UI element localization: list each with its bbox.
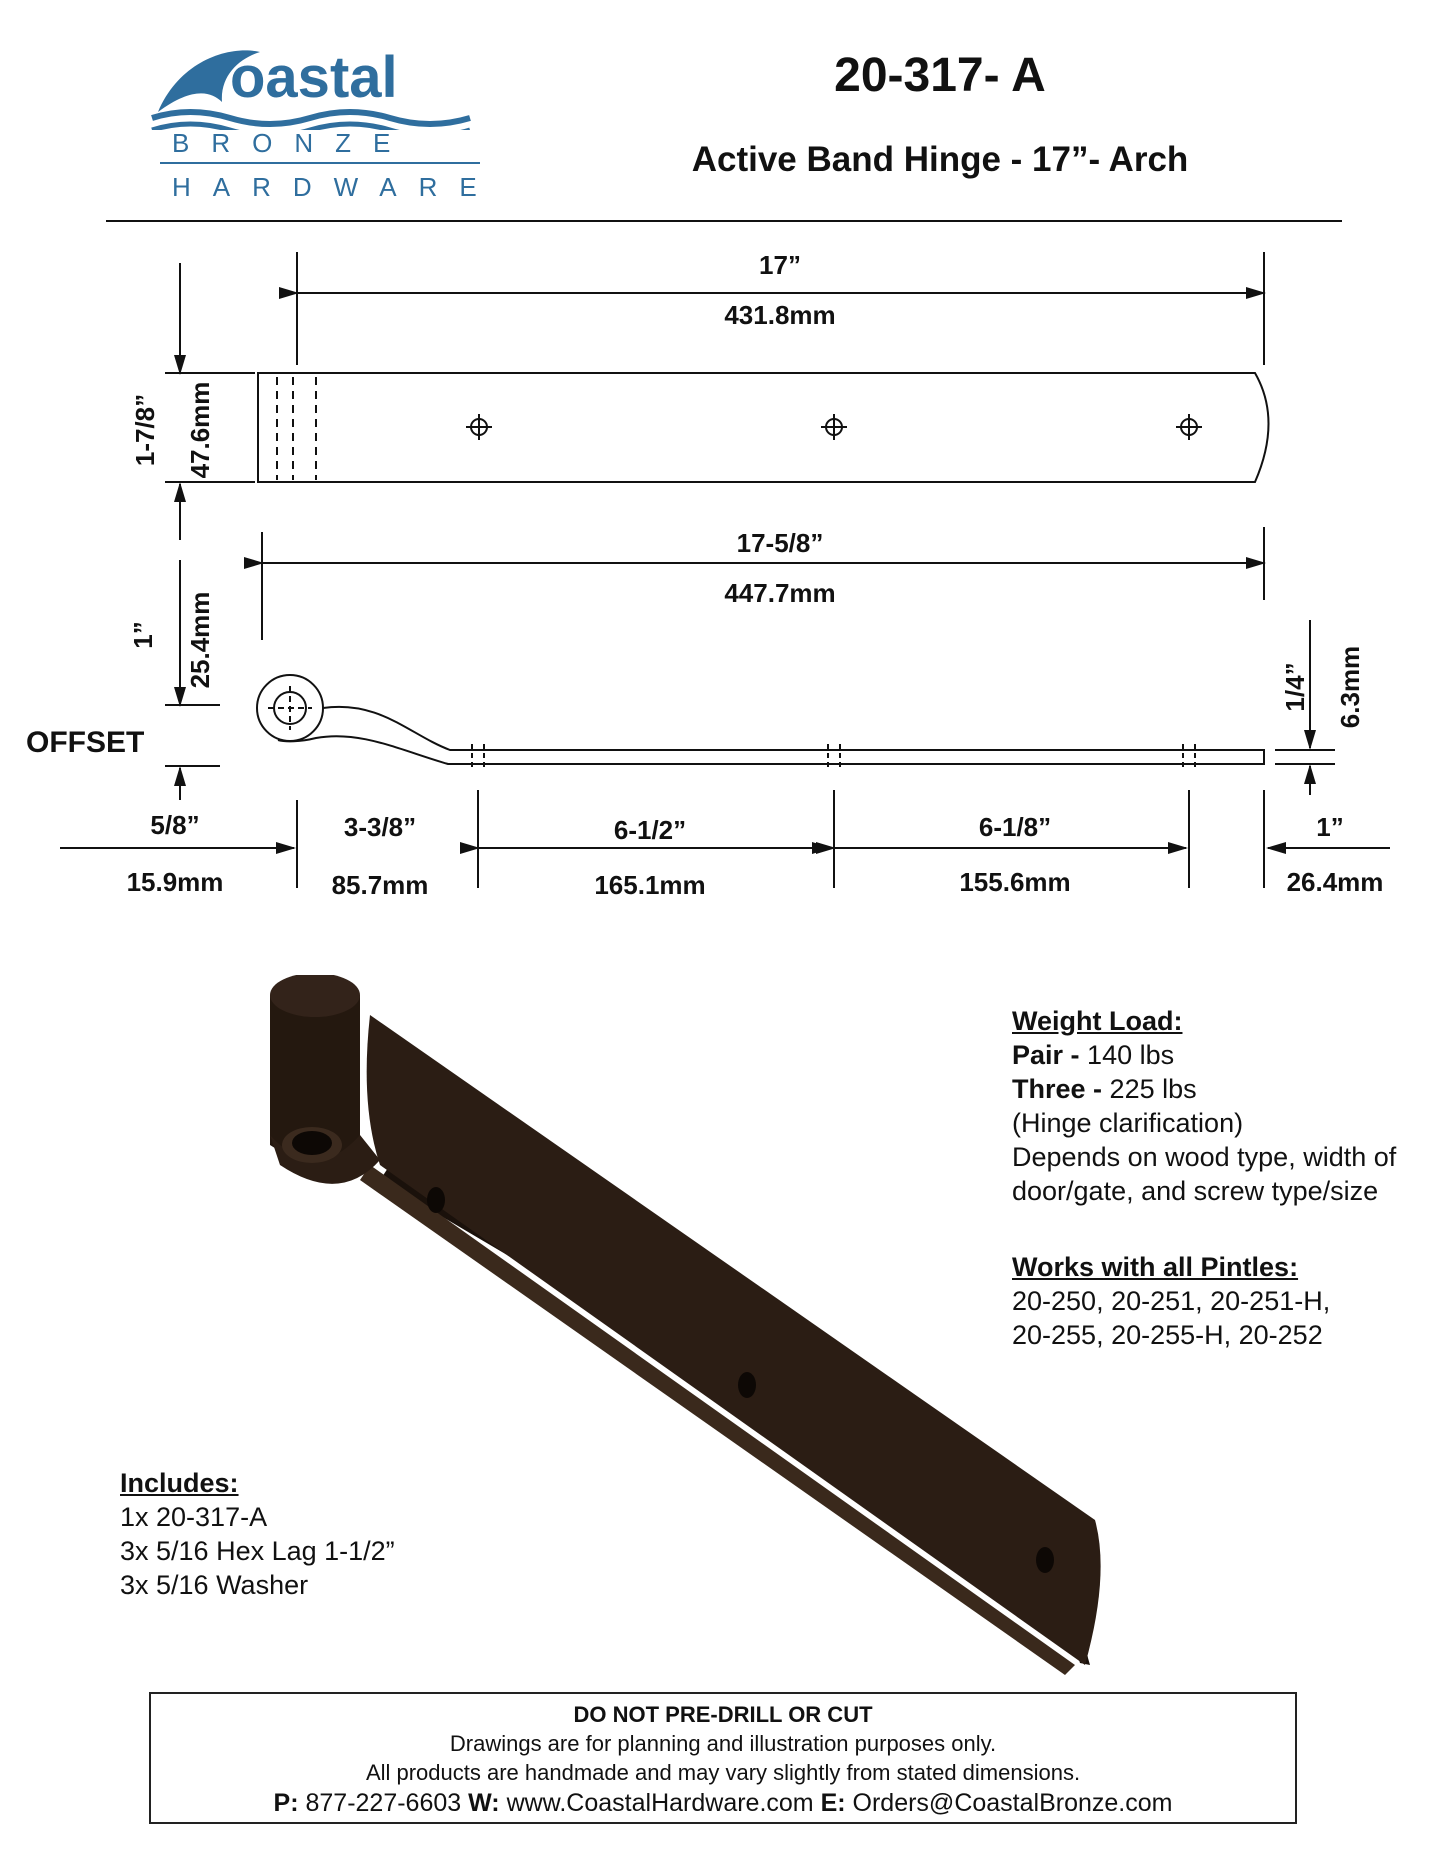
dim-spacing-1-in: 5/8” <box>150 810 200 840</box>
dim-width-mm: 47.6mm <box>185 381 215 479</box>
dim-offset-in: 1” <box>128 621 158 649</box>
phone-number: 877-227-6603 <box>305 1789 462 1817</box>
website-link[interactable]: www.CoastalHardware.com <box>506 1789 814 1817</box>
includes-heading: Includes: <box>120 1468 239 1498</box>
includes-panel <box>120 1466 540 1602</box>
pintles-line1: 20-250, 20-251, 20-251-H, <box>1012 1286 1331 1316</box>
includes-item: 3x 5/16 Hex Lag 1-1/2” <box>120 1536 395 1566</box>
phone-label: P: <box>273 1789 299 1817</box>
weight-load-panel <box>1012 1004 1432 1208</box>
dim-spacing-4-in: 6-1/8” <box>978 812 1052 842</box>
dim-spacing-1-mm: 15.9mm <box>126 867 224 897</box>
offset-label: OFFSET <box>26 726 145 759</box>
product-title: Active Band Hinge - 17”- Arch <box>691 140 1189 179</box>
dim-spacing-4-mm: 155.6mm <box>959 867 1071 897</box>
logo-hardware: HARDWARE <box>172 172 499 202</box>
pair-value: 140 lbs <box>1087 1040 1175 1070</box>
pair-label: Pair - <box>1012 1040 1080 1070</box>
logo-word: oastal <box>230 45 398 110</box>
dim-spacing-3-mm: 165.1mm <box>594 870 706 900</box>
dim-spacing-2-in: 3-3/8” <box>343 812 417 842</box>
weight-note-line2: door/gate, and screw type/size <box>1012 1176 1379 1206</box>
weight-load-heading: Weight Load: <box>1012 1006 1183 1036</box>
dim-top-length-mm: 431.8mm <box>724 300 836 330</box>
footer-line3: All products are handmade and may vary slightly from stated dimensions. <box>365 1760 1081 1785</box>
dim-offset-mm: 25.4mm <box>185 591 215 689</box>
dim-spacing-3-in: 6-1/2” <box>613 815 687 845</box>
technical-drawing <box>0 0 1445 920</box>
footer-warning: DO NOT PRE-DRILL OR CUT <box>573 1702 873 1727</box>
dim-spacing-5-in: 1” <box>1316 812 1344 842</box>
dim-overall-length-in: 17-5/8” <box>736 528 824 558</box>
weight-note-line1: Depends on wood type, width of <box>1012 1142 1397 1172</box>
three-label: Three - <box>1012 1074 1103 1104</box>
dim-thickness-mm: 6.3mm <box>1335 645 1365 729</box>
footer-disclaimer-box <box>149 1692 1297 1824</box>
pintles-panel <box>1012 1250 1432 1352</box>
email-label: E: <box>820 1789 846 1817</box>
three-value: 225 lbs <box>1109 1074 1197 1104</box>
dim-thickness-in: 1/4” <box>1280 662 1310 712</box>
part-number: 20-317- A <box>834 49 1046 102</box>
dim-width-in: 1-7/8” <box>130 393 160 467</box>
includes-item: 1x 20-317-A <box>120 1502 268 1532</box>
pintles-heading: Works with all Pintles: <box>1012 1252 1299 1282</box>
dim-top-length-in: 17” <box>759 250 801 280</box>
email-link[interactable]: Orders@CoastalBronze.com <box>852 1789 1173 1817</box>
logo-bronze: BRONZE <box>172 128 413 158</box>
pintles-line2: 20-255, 20-255-H, 20-252 <box>1012 1320 1323 1350</box>
hinge-clarification: (Hinge clarification) <box>1012 1108 1244 1138</box>
web-label: W: <box>468 1789 500 1817</box>
includes-item: 3x 5/16 Washer <box>120 1570 309 1600</box>
footer-line2: Drawings are for planning and illustration purposes only. <box>449 1731 997 1756</box>
footer-contact <box>151 1789 1295 1818</box>
dim-spacing-5-mm: 26.4mm <box>1286 867 1384 897</box>
dim-spacing-2-mm: 85.7mm <box>331 870 429 900</box>
dim-overall-length-mm: 447.7mm <box>724 578 836 608</box>
